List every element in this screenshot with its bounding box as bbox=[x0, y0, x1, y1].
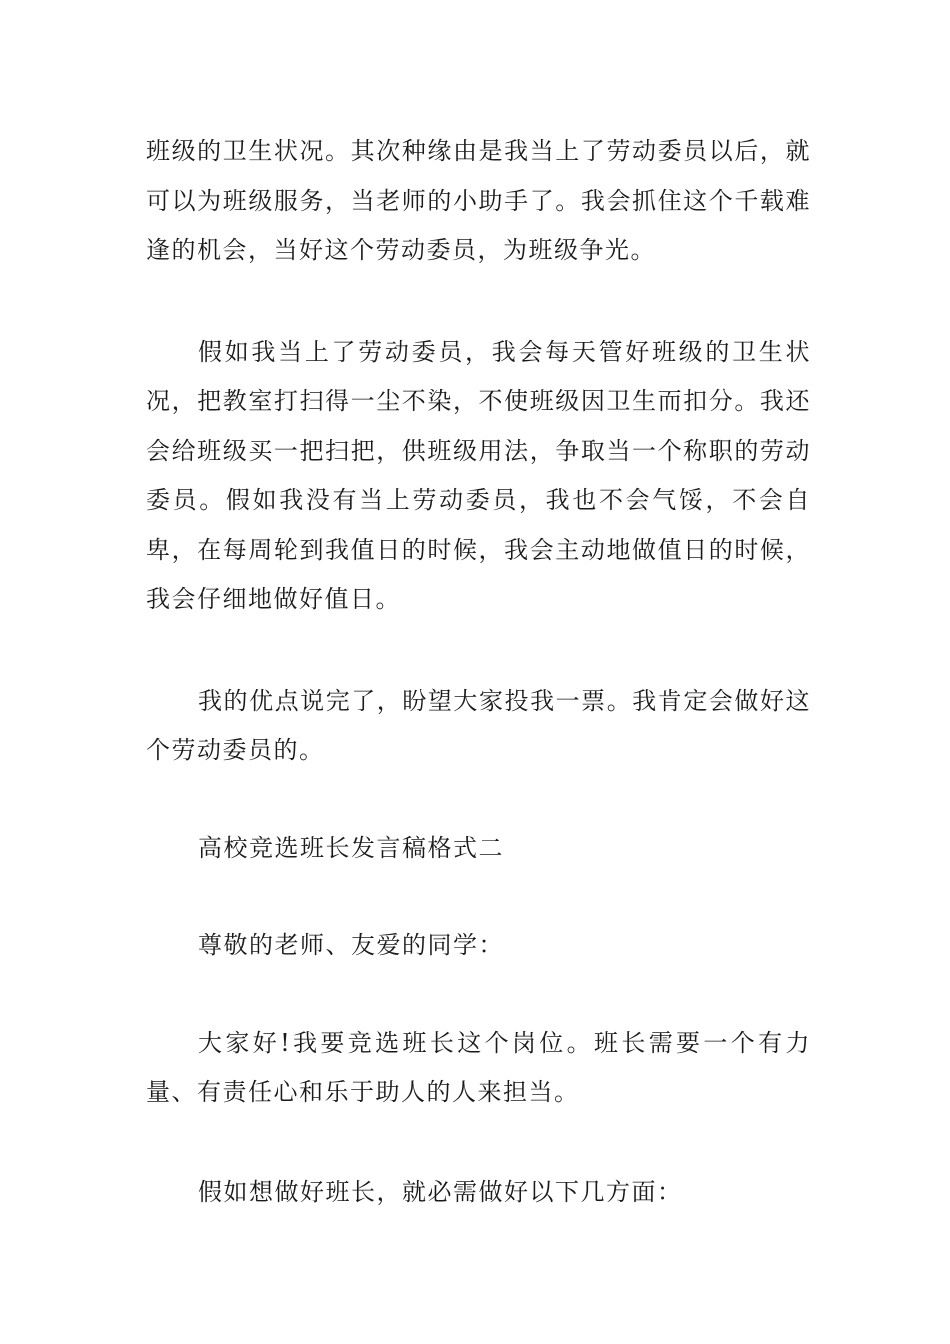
paragraph-greeting: 大家好!我要竞选班长这个岗位。班长需要一个有力量、有责任心和乐于助人的人来担当。 bbox=[146, 1028, 811, 1106]
paragraph-salutation: 尊敬的老师、友爱的同学： bbox=[198, 931, 504, 959]
paragraph-closing: 我的优点说完了，盼望大家投我一票。我肯定会做好这个劳动委员的。 bbox=[146, 686, 811, 764]
paragraph-continuation: 班级的卫生状况。其次种缘由是我当上了劳动委员以后，就可以为班级服务，当老师的小助手了。我会抓住这个千载难逢的机会，当好这个劳动委员，为班级争光。 bbox=[146, 137, 811, 264]
document-body bbox=[146, 127, 811, 1217]
paragraph-plan-intro: 假如想做好班长，就必需做好以下几方面： bbox=[198, 1177, 683, 1206]
section-heading: 高校竞选班长发言稿格式二 bbox=[198, 833, 504, 862]
paragraph-labor-plan: 假如我当上了劳动委员，我会每天管好班级的卫生状况，把教室打扫得一尘不染，不使班级因卫生而扣分。我还会给班级买一把扫把，供班级用法，争取当一个称职的劳动委员。假如我没有当上劳动委员，我也不会气馁，不会自卑，在每周轮到我值日的时候，我会主动地做值日的时候，我会仔细地做好值日。 bbox=[146, 337, 811, 613]
